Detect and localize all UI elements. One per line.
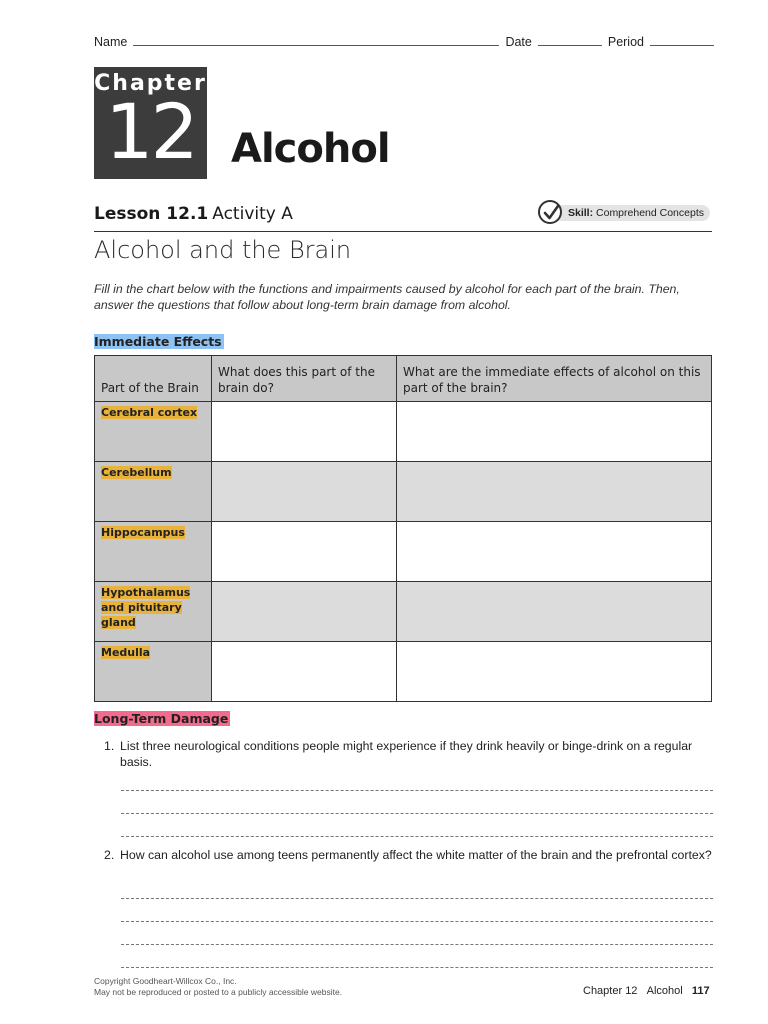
effects-answer-cell[interactable] [397,642,712,702]
column-header-effects: What are the immediate effects of alcohol on this part of the brain? [397,356,712,402]
date-label: Date [505,35,532,49]
answer-line[interactable] [121,967,713,968]
immediate-effects-heading: Immediate Effects [94,334,222,349]
question-text: List three neurological conditions people might experience if they drink heavily or binge-drink on a regular basis. [120,739,693,769]
footer-chapter-name: Alcohol [646,985,683,997]
effects-answer-cell[interactable] [397,402,712,462]
period-field[interactable] [650,33,714,46]
brain-part-label: Medulla [101,646,151,659]
table-row [95,462,712,522]
brain-part-label: Cerebellum [101,466,172,479]
question-number: 1. [104,739,115,753]
brain-part-cell [95,642,212,702]
table-row [95,522,712,582]
header-divider [94,231,712,232]
answer-line[interactable] [121,898,713,899]
brain-part-cell [95,522,212,582]
name-field[interactable] [133,33,499,46]
footer-chapter: Chapter 12 [583,985,638,997]
answer-line[interactable] [121,944,713,945]
answer-line[interactable] [121,836,713,837]
brain-part-label: Hippocampus [101,526,185,539]
copyright-line-1: Copyright Goodheart-Willcox Co., Inc. [94,976,237,986]
skill-badge [538,200,712,226]
effects-answer-cell[interactable] [397,522,712,582]
effects-answer-cell[interactable] [397,582,712,642]
table-row [95,582,712,642]
column-header-part: Part of the Brain [95,356,212,402]
copyright-line-2: May not be reproduced or posted to a publicly accessible website. [94,987,343,997]
question-number: 2. [104,848,115,862]
effects-answer-cell[interactable] [397,462,712,522]
table-header-row [95,356,712,402]
name-label: Name [94,35,128,49]
answer-line[interactable] [121,790,713,791]
brain-part-cell [95,582,212,642]
brain-part-cell [95,402,212,462]
chapter-number: 12 [105,87,196,176]
function-answer-cell[interactable] [212,582,397,642]
copyright-notice [94,976,342,998]
question-1 [104,738,714,770]
skill-label: Skill: [568,207,594,219]
answer-line[interactable] [121,813,713,814]
brain-effects-table [94,355,712,702]
activity-label: Activity A [212,204,293,224]
question-text: How can alcohol use among teens permanently affect the white matter of the brain and the prefrontal cortex? [120,848,712,862]
brain-part-cell [95,462,212,522]
table-row [95,402,712,462]
student-info-line [94,33,714,49]
instructions: Fill in the chart below with the functions and impairments caused by alcohol for each part of the brain. Then, answer the questions that follow about long-term brain damage from alcohol. [94,282,680,312]
page-number: 117 [691,985,710,997]
function-answer-cell[interactable] [212,522,397,582]
column-header-function: What does this part of the brain do? [212,356,397,402]
answer-line[interactable] [121,921,713,922]
function-answer-cell[interactable] [212,462,397,522]
chapter-badge [94,67,207,179]
chapter-word: Chapter [94,71,207,96]
skill-value: Comprehend Concepts [596,207,704,219]
lesson-heading [94,203,293,225]
lesson-label: Lesson 12.1 [94,204,209,224]
question-2 [104,847,714,863]
skill-pill [552,205,710,221]
brain-part-label: Cerebral cortex [101,406,198,419]
table-row [95,642,712,702]
page-footer [583,985,710,997]
chapter-title: Alcohol [231,126,390,172]
period-label: Period [607,35,644,49]
checkmark-circle-icon [538,200,562,224]
function-answer-cell[interactable] [212,642,397,702]
date-field[interactable] [538,33,602,46]
brain-part-label: Hypothalamus and pituitary gland [101,586,191,629]
long-term-damage-heading: Long-Term Damage [94,711,229,726]
activity-title: Alcohol and the Brain [94,236,352,264]
function-answer-cell[interactable] [212,402,397,462]
